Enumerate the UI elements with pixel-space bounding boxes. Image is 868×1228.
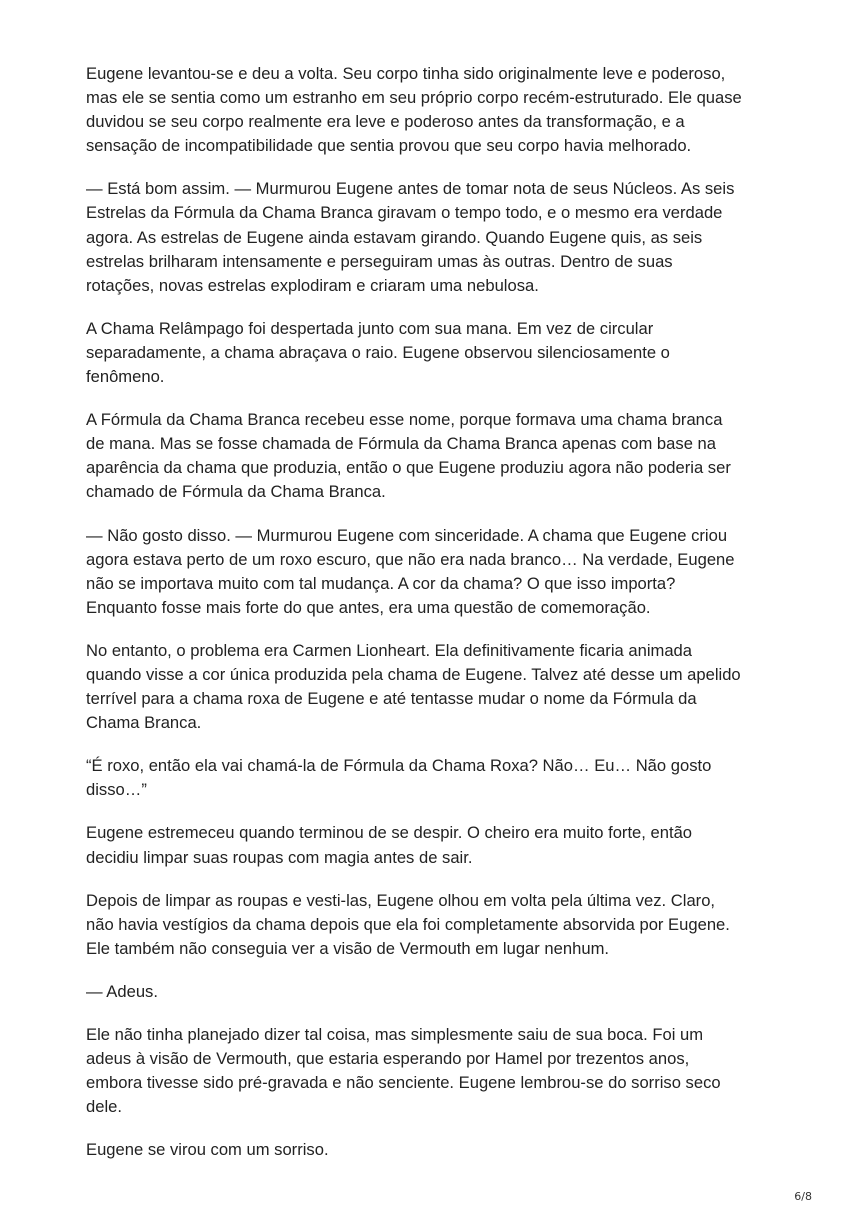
paragraph: — Adeus. <box>86 981 158 1001</box>
paragraph: No entanto, o problema era Carmen Lionheart. Ela definitivamente ficaria animada quando visse a cor única produzida pela chama de Eugene. Talvez até desse um apelido terrível para a chama roxa de Eugene e até tentasse mudar o nome da Fórmula da Chama Branca. <box>86 640 741 733</box>
paragraph: A Chama Relâmpago foi despertada junto com sua mana. Em vez de circular separadamente, a chama abraçava o raio. Eugene observou silenciosamente o fenômeno. <box>86 318 670 387</box>
paragraph: A Fórmula da Chama Branca recebeu esse nome, porque formava uma chama branca de mana. Mas se fosse chamada de Fórmula da Chama Branca apenas com base na aparência da chama que produzia, então o que Eugene produziu agora não poderia ser chamado de Fórmula da Chama Branca. <box>86 410 731 502</box>
paragraph: Depois de limpar as roupas e vesti-las, Eugene olhou em volta pela última vez. Claro, não havia vestígios da chama depois que ela foi completamente absorvida por Eugene. Ele também não conseguia ver a visão de Vermouth em lugar nenhum. <box>86 890 730 958</box>
page-number: 6/8 <box>794 1190 812 1203</box>
paragraph: Eugene levantou-se e deu a volta. Seu corpo tinha sido originalmente leve e poderoso, mas ele se sentia como um estranho em seu próprio corpo recém-estruturado. Ele quase duvidou se seu corpo realmente era leve e poderoso antes da transformação, e a sensação de incompatibilidade que sentia provou que seu corpo havia melhorado. <box>86 64 742 156</box>
document-body <box>86 62 786 1181</box>
paragraph: Eugene se virou com um sorriso. <box>86 1140 329 1160</box>
paragraph: Eugene estremeceu quando terminou de se despir. O cheiro era muito forte, então decidiu limpar suas roupas com magia antes de sair. <box>86 823 693 867</box>
paragraph: Ele não tinha planejado dizer tal coisa, mas simplesmente saiu de sua boca. Foi um adeus à visão de Vermouth, que estaria esperando por Hamel por trezentos anos, embora tivesse sido pré-gravada e não senciente. Eugene lembrou-se do sorriso seco dele. <box>86 1025 721 1117</box>
paragraph: — Está bom assim. — Murmurou Eugene antes de tomar nota de seus Núcleos. As seis Estrelas da Fórmula da Chama Branca giravam o tempo todo, e o mesmo era verdade agora. As estrelas de Eugene ainda estavam girando. Quando Eugene quis, as seis estrelas brilharam intensamente e perseguiram umas às outras. Dentro de suas rotações, novas estrelas explodiram e criaram uma nebulosa. <box>86 179 735 295</box>
paragraph: — Não gosto disso. — Murmurou Eugene com sinceridade. A chama que Eugene criou agora estava perto de um roxo escuro, que não era nada branco… Na verdade, Eugene não se importava muito com tal mudança. A cor da chama? O que isso importa? Enquanto fosse mais forte do que antes, era uma questão de comemoração. <box>86 525 735 617</box>
paragraph: “É roxo, então ela vai chamá-la de Fórmula da Chama Roxa? Não… Eu… Não gosto disso…” <box>86 756 712 800</box>
